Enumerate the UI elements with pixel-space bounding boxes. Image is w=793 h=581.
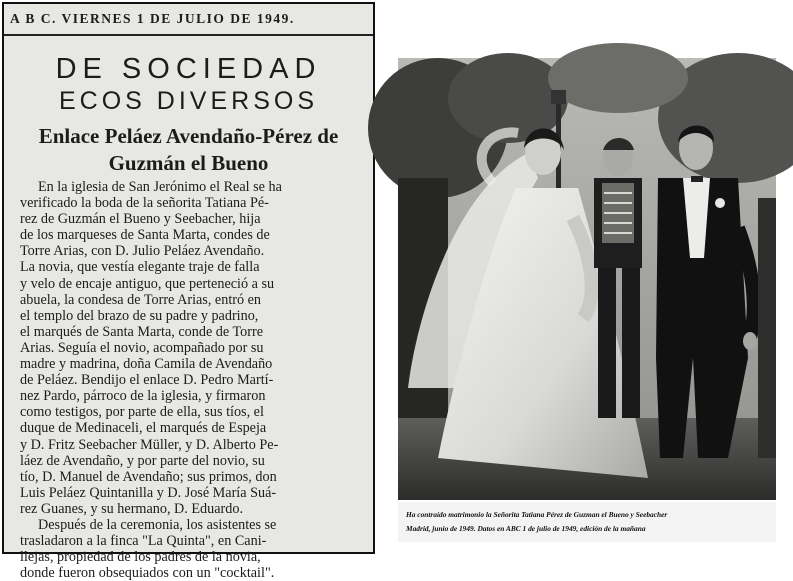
article-line: verificado la boda de la señorita Tatiana Pé- bbox=[20, 195, 269, 212]
article-line: rez de Guzmán el Bueno y Seebacher, hija bbox=[20, 211, 261, 228]
article-line: como testigos, por parte de ella, sus tíos, el bbox=[20, 404, 264, 421]
section-title: DE SOCIEDAD bbox=[55, 53, 322, 85]
article-line: de los marqueses de Santa Marta, condes de bbox=[20, 227, 270, 244]
article-line: y velo de encaje antiguo, que perteneció a su bbox=[20, 275, 275, 292]
article-line: Torre Arias, con D. Julio Peláez Avendaño. bbox=[20, 243, 265, 260]
masthead-text: A B C. VIERNES 1 DE JULIO DE 1949. bbox=[10, 11, 295, 26]
article-line: madre y madrina, doña Camila de Avendaño bbox=[20, 356, 273, 373]
article-line: Arias. Seguía el novio, acompañado por su bbox=[20, 339, 264, 356]
masthead bbox=[4, 4, 373, 36]
article-line: el marqués de Santa Marta, conde de Torre bbox=[20, 323, 263, 340]
article-line: La novia, que vestía elegante traje de falla bbox=[20, 259, 260, 276]
article-line: Luis Peláez Quintanilla y D. José María Suá- bbox=[20, 484, 277, 501]
article-line: llejas, propiedad de los padres de la novia, bbox=[20, 549, 261, 566]
article-line: donde fueron obsequiados con un "cocktail". bbox=[20, 565, 275, 581]
headline-line-1: Enlace Peláez Avendaño-Pérez de bbox=[38, 124, 339, 148]
article-line: Después de la ceremonia, los asistentes se bbox=[38, 516, 277, 533]
article-line: tío, D. Manuel de Avendaño; sus primos, don bbox=[20, 468, 277, 485]
photo-caption-line-2: Madrid, junio de 1949. Datos en ABC 1 de julio de 1949, edición de la mañana bbox=[406, 524, 646, 533]
wedding-photo-illustration bbox=[398, 58, 776, 500]
article-line: nez Pardo, párroco de la iglesia, y firmaron bbox=[20, 388, 266, 405]
article-line: trasladaron a la finca "La Quinta", en Cani- bbox=[20, 533, 267, 550]
boutonniere bbox=[715, 198, 725, 208]
article-line: y D. Fritz Seebacher Müller, y D. Alberto Pe- bbox=[20, 436, 279, 453]
article-line: el templo del brazo de su padre y padrino, bbox=[20, 307, 259, 324]
article-line: láez de Avendaño, y por parte del novio, su bbox=[20, 452, 265, 469]
wedding-photo bbox=[398, 58, 776, 500]
article-line: duque de Medinaceli, el marqués de Espeja bbox=[20, 420, 267, 437]
headline-line-2: Guzmán el Bueno bbox=[108, 151, 269, 175]
photo-caption-line-1: Ha contraído matrimonio la Señorita Tatiana Pérez de Guzman el Bueno y Seebacher bbox=[406, 510, 668, 519]
lamp-head bbox=[551, 90, 566, 104]
article-line: de Peláez. Bendijo el enlace D. Pedro Martí- bbox=[20, 372, 274, 389]
subsection-title: ECOS DIVERSOS bbox=[59, 87, 318, 115]
newspaper-clipping bbox=[2, 2, 375, 581]
article-paragraph-1 bbox=[20, 179, 365, 517]
article-paragraph-2 bbox=[20, 517, 365, 581]
article-line: abuela, la condesa de Torre Arias, entró en bbox=[20, 291, 262, 308]
article-line: En la iglesia de San Jerónimo el Real se ha bbox=[38, 179, 282, 195]
article-line: rez Guanes, y su hermano, D. Eduardo. bbox=[20, 500, 243, 517]
article-body bbox=[20, 179, 365, 581]
photo-caption bbox=[398, 502, 776, 542]
